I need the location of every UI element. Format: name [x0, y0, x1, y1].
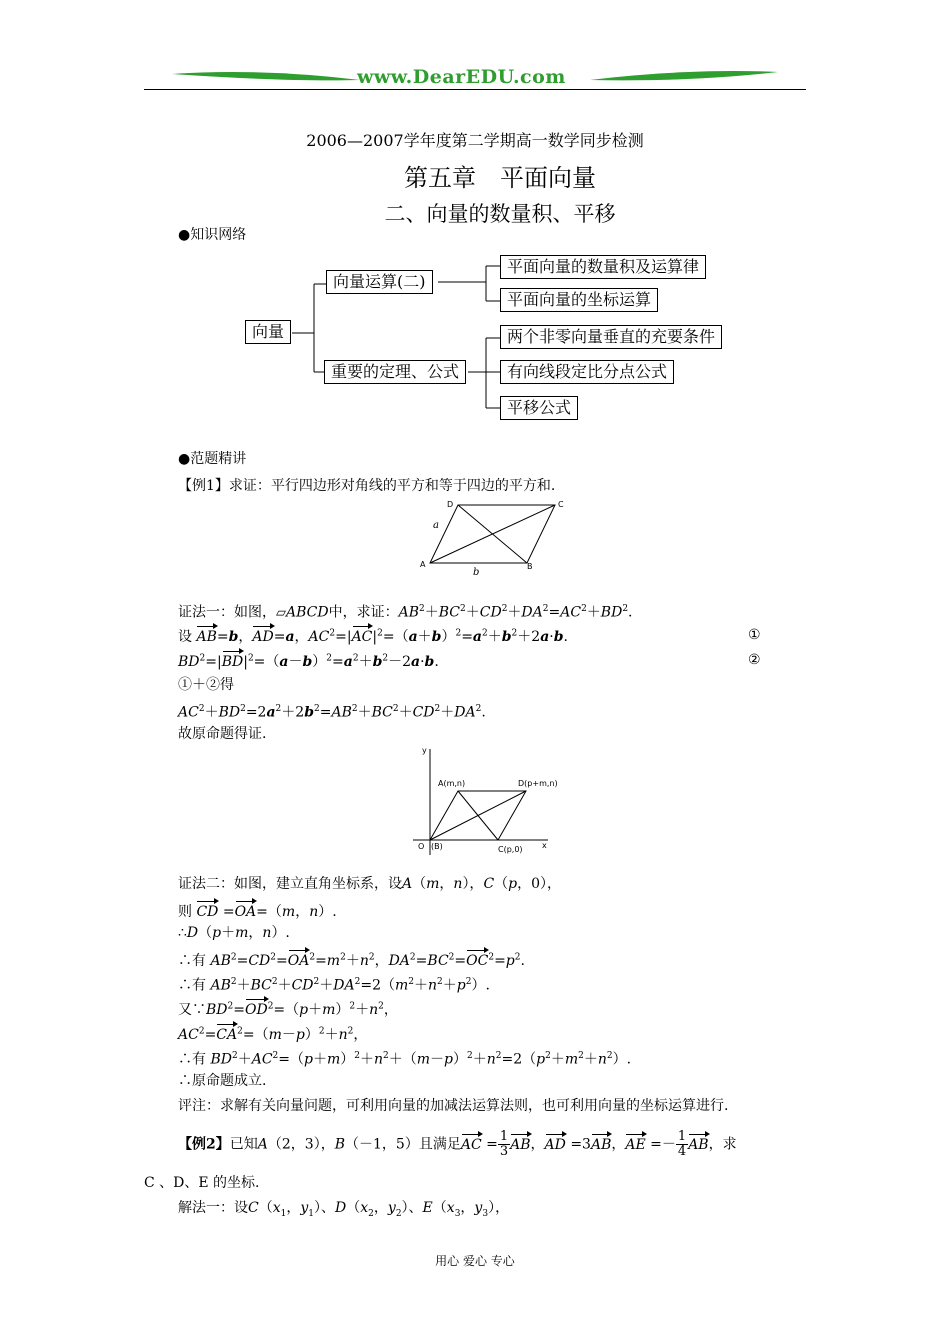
mindmap-branch2: 重要的定理、公式 — [324, 360, 466, 384]
bullet-icon: ● — [178, 227, 191, 243]
svg-text:D(p+m,n): D(p+m,n) — [518, 779, 558, 788]
mindmap-leaf: 平面向量的坐标运算 — [500, 288, 658, 312]
title-line1: 2006—2007学年度第二学期高一数学同步检测 — [306, 131, 644, 150]
bullet-icon: ● — [178, 451, 191, 467]
proof1-line3: $BD^2=|BD|^2=(a-b)^2=a^2+b^2-2a\cdot b$. — [178, 649, 439, 671]
section-title: 二、向量的数量积、平移 — [384, 202, 616, 226]
proof2-line6: 又$\because BD^2=OD^2=(p+m)^2+n^2$， — [178, 997, 398, 1019]
comment: 评注：求解有关向量问题，可利用向量的加减法运算法则，也可利用向量的坐标运算进行. — [178, 1098, 729, 1114]
svg-text:y: y — [422, 746, 427, 755]
logo-text: www.DearEDU.com — [357, 66, 566, 88]
svg-text:A: A — [420, 560, 426, 569]
example1-statement: 【例1】求证：平行四边形对角线的平方和等于四边的平方和. — [178, 478, 556, 494]
svg-text:b: b — [473, 567, 480, 577]
proof2-line4: ∴有 $AB^2=CD^2=OA^2=m^2+n^2$，$DA^2=BC^2=OC^2=p^2$. — [178, 948, 525, 970]
mindmap-leaf: 平面向量的数量积及运算律 — [500, 255, 706, 279]
equation-mark-1: ① — [748, 627, 761, 643]
proof2-line7: $AC^2=CA^2=(m-p)^2+n^2$， — [178, 1022, 367, 1044]
proof2-line1: 证法二：如图，建立直角坐标系，设A（m，n），C（p，0）， — [178, 876, 562, 892]
section-knowledge-network: ●知识网络 — [178, 227, 247, 243]
svg-text:A(m,n): A(m,n) — [438, 779, 466, 788]
proof1-conclusion: 故原命题得证. — [178, 726, 267, 742]
proof2-line2: 则 CD =OA=（m，n）. — [178, 899, 337, 921]
svg-text:(B): (B) — [431, 842, 443, 851]
mindmap-leaf: 两个非零向量垂直的充要条件 — [500, 325, 722, 349]
footer: 用心 爱心 专心 — [435, 1254, 515, 1268]
proof2-line8: ∴有 $BD^2+AC^2=(p+m)^2+n^2+(m-p)^2+n^2=2(p^2+m^2+n^2)$. — [178, 1051, 632, 1068]
svg-text:O: O — [418, 842, 425, 851]
parallelogram-figure — [415, 495, 575, 577]
proof1-line5: $AC^2+BD^2=2a^2+2b^2=AB^2+BC^2+CD^2+DA^2$. — [178, 704, 486, 721]
example2-statement: 【例2】已知A（2，3），B（－1，5）且满足AC = $\frac{1}{3}$ AB，AD =3AB，AE =－ $\frac{1}{4}$ AB，求 — [178, 1129, 737, 1159]
svg-text:D: D — [447, 500, 454, 509]
svg-text:B: B — [527, 562, 533, 571]
mindmap-leaf: 有向线段定比分点公式 — [500, 360, 674, 384]
proof2-line3: ∴D（p＋m，n）. — [178, 925, 290, 941]
chapter-title: 第五章 平面向量 — [404, 164, 596, 192]
proof1-line2: 设 AB=b，AD=a，$AC^2=|AC|^2=(a+b)^2=a^2+b^2+2a\cdot b$. — [178, 624, 568, 646]
equation-mark-2: ② — [748, 652, 761, 668]
example2-solution: 解法一：设$C(x_1$，$y_1$）、$D(x_2$，$y_2$）、$E(x_3$，$y_3$）， — [178, 1200, 510, 1219]
mindmap-leaf: 平移公式 — [500, 396, 578, 420]
proof2-conclusion: ∴原命题成立. — [178, 1073, 267, 1089]
mindmap-root: 向量 — [245, 320, 291, 344]
proof2-line5: ∴有 $AB^2+BC^2+CD^2+DA^2=2(m^2+n^2+p^2)$. — [178, 977, 490, 994]
svg-text:a: a — [433, 520, 439, 531]
example2-line2: C 、D、E 的坐标. — [144, 1175, 260, 1191]
parallelogram-icon: ▱ — [276, 605, 286, 621]
svg-text:C: C — [558, 500, 564, 509]
section-examples: ●范题精讲 — [178, 451, 247, 467]
coordinate-figure — [408, 745, 578, 860]
svg-text:C(p,0): C(p,0) — [498, 845, 523, 854]
proof1-line4: ①＋②得 — [178, 677, 234, 693]
header-rule — [144, 89, 806, 90]
svg-text:x: x — [542, 841, 547, 850]
mindmap-branch1: 向量运算(二) — [326, 270, 433, 294]
proof1-line1: 证法一：如图，▱ABCD中，求证：$AB^2+BC^2+CD^2+DA^2=AC^2+BD^2$. — [178, 604, 633, 621]
